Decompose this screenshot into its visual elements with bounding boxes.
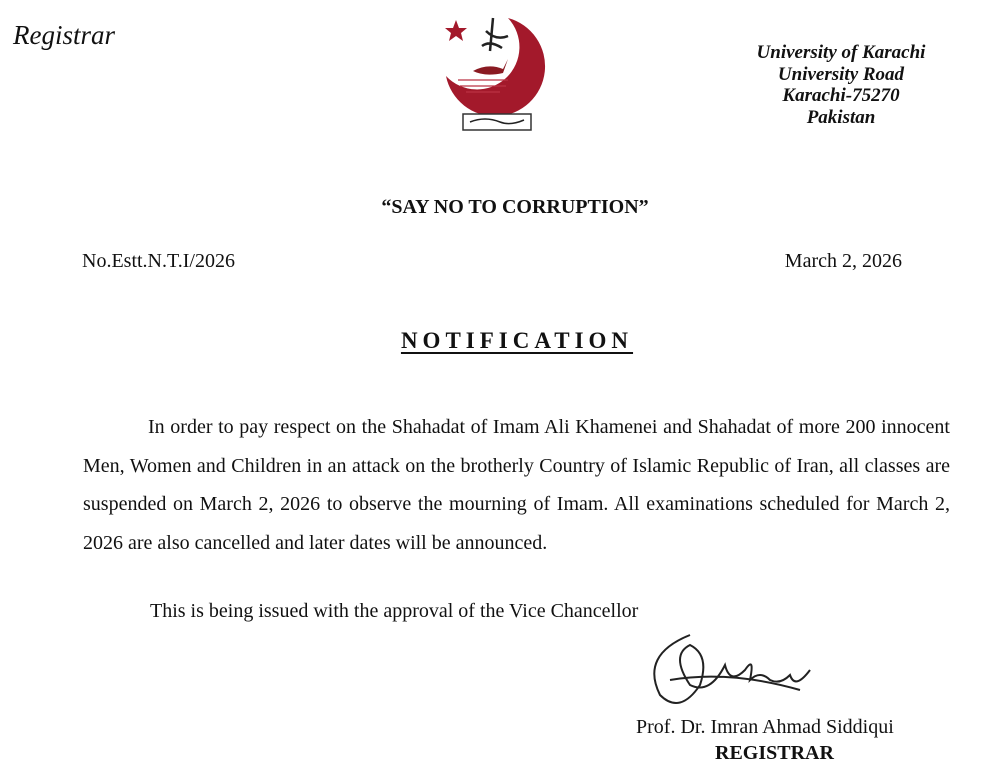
university-logo	[438, 6, 558, 136]
address-line: Pakistan	[806, 106, 876, 128]
notification-title: NOTIFICATION	[400, 328, 634, 353]
address-line: University of Karachi	[756, 42, 926, 63]
notification-title-wrap	[0, 328, 999, 354]
office-heading: Registrar	[13, 20, 116, 50]
notification-body: In order to pay respect on the Shahadat of Imam Ali Khamenei and Shahadat of more 200 innocent Men, Women and Children in an attack on the brotherly Country of Islamic Republic of Iran, all classes are suspended on March 2, 2026 to observe the mourning of Imam. All examinations scheduled for March 2, 2026 are also cancelled and later dates will be announced.	[83, 416, 950, 554]
university-address	[731, 42, 951, 128]
address-line: University Road	[777, 63, 905, 85]
slogan: “SAY NO TO CORRUPTION”	[381, 196, 649, 218]
address-line: Karachi-75270	[782, 85, 900, 106]
notification-date: March 2, 2026	[784, 250, 902, 272]
signatory-name: Prof. Dr. Imran Ahmad Siddiqui	[636, 716, 894, 738]
star-icon	[445, 20, 467, 41]
approval-statement: This is being issued with the approval of the Vice Chancellor	[150, 600, 639, 622]
signatory-designation: REGISTRAR	[715, 742, 834, 764]
reference-number: No.Estt.N.T.I/2026	[82, 250, 235, 272]
signature	[630, 625, 850, 725]
